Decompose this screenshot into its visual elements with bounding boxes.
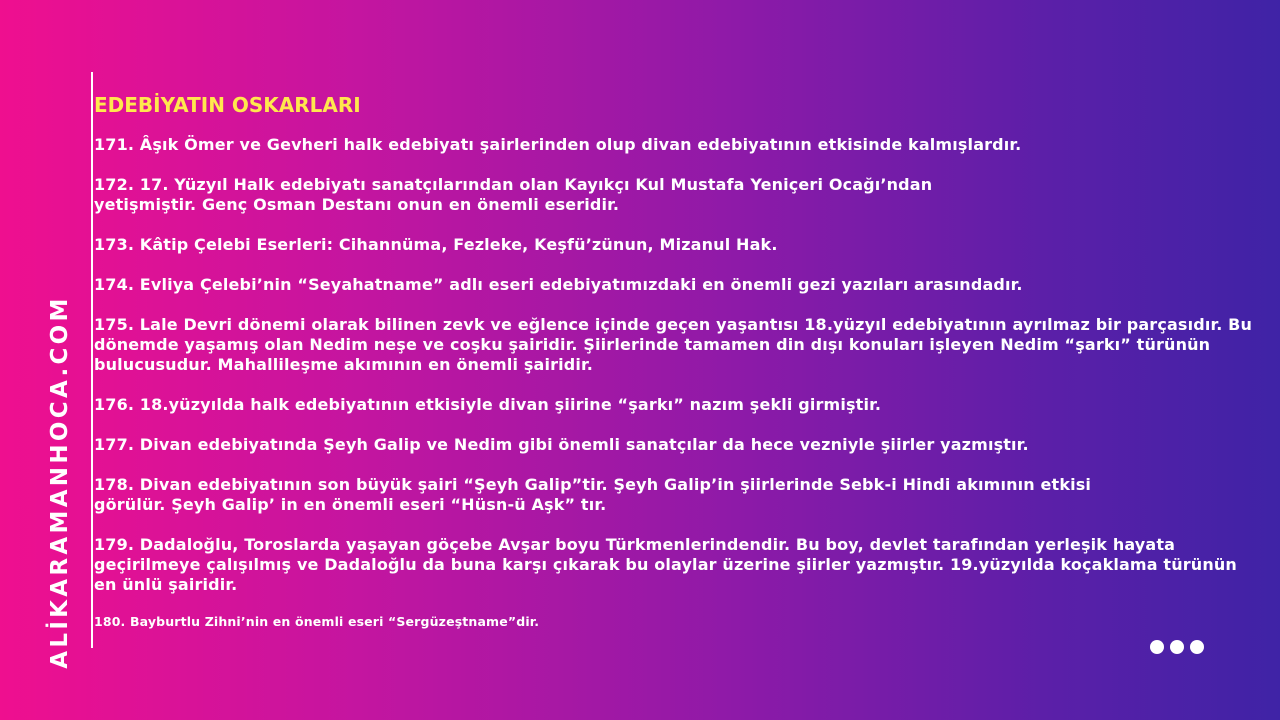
list-item-178 xyxy=(94,475,1254,515)
list-item-175: 175. Lale Devri dönemi olarak bilinen zevk ve eğlence içinde geçen yaşantısı 18.yüzyıl edebiyatının ayrılmaz bir parçasıdır. Bu dönemde yaşamış olan Nedim neşe ve coşku şairidir. Şiirlerinde tamamen din dışı konuları işleyen Nedim “şarkı” türünün bulucusudur. Mahallileşme akımının en önemli şairidir. xyxy=(94,315,1253,374)
list-item-172-line2: yetişmiştir. Genç Osman Destanı onun en önemli eseridir. xyxy=(94,195,620,214)
main-content xyxy=(94,90,1254,652)
list-item-172-line1: 172. 17. Yüzyıl Halk edebiyatı sanatçılarından olan Kayıkçı Kul Mustafa Yeniçeri Ocağı’ndan xyxy=(94,175,933,194)
more-dots-icon[interactable] xyxy=(1150,640,1204,654)
dot xyxy=(1170,640,1184,654)
list-item-174: 174. Evliya Çelebi’nin “Seyahatname” adlı eseri edebiyatımızdaki en önemli gezi yazıları arasındadır. xyxy=(94,275,1023,294)
list-item-177: 177. Divan edebiyatında Şeyh Galip ve Nedim gibi önemli sanatçılar da hece vezniyle şiirler yazmıştır. xyxy=(94,435,1029,454)
list-item-179: 179. Dadaloğlu, Toroslarda yaşayan göçebe Avşar boyu Türkmenlerindendir. Bu boy, devlet tarafından yerleşik hayata geçirilmeye çalışılmış ve Dadaloğlu da buna karşı çıkarak bu olaylar üzerine şiirler yazmıştır. 19.yüzyılda koçaklama türünün en ünlü şairidir. xyxy=(94,535,1237,594)
site-watermark: ALİKARAMANHOCA.COM xyxy=(47,295,73,669)
list-item-176: 176. 18.yüzyılda halk edebiyatının etkisiyle divan şiirine “şarkı” nazım şekli girmiştir. xyxy=(94,395,882,414)
list-item-180: 180. Bayburtlu Zihni’nin en önemli eseri “Sergüzeştname”dir. xyxy=(94,614,540,629)
dot xyxy=(1190,640,1204,654)
vertical-divider xyxy=(91,72,93,648)
list-item-171: 171. Âşık Ömer ve Gevheri halk edebiyatı şairlerinden olup divan edebiyatının etkisinde kalmışlardır. xyxy=(94,135,1022,154)
list-item-172 xyxy=(94,175,1254,215)
dot xyxy=(1150,640,1164,654)
list-item-173: 173. Kâtip Çelebi Eserleri: Cihannüma, Fezleke, Keşfü’zünun, Mizanul Hak. xyxy=(94,235,778,254)
list-item-178-line1: 178. Divan edebiyatının son büyük şairi “Şeyh Galip”tir. Şeyh Galip’in şiirlerinde Sebk-i Hindi akımının etkisi xyxy=(94,475,1092,494)
page-title: EDEBİYATIN OSKARLARI xyxy=(94,93,361,117)
list-item-178-line2: görülür. Şeyh Galip’ in en önemli eseri “Hüsn-ü Aşk” tır. xyxy=(94,495,607,514)
